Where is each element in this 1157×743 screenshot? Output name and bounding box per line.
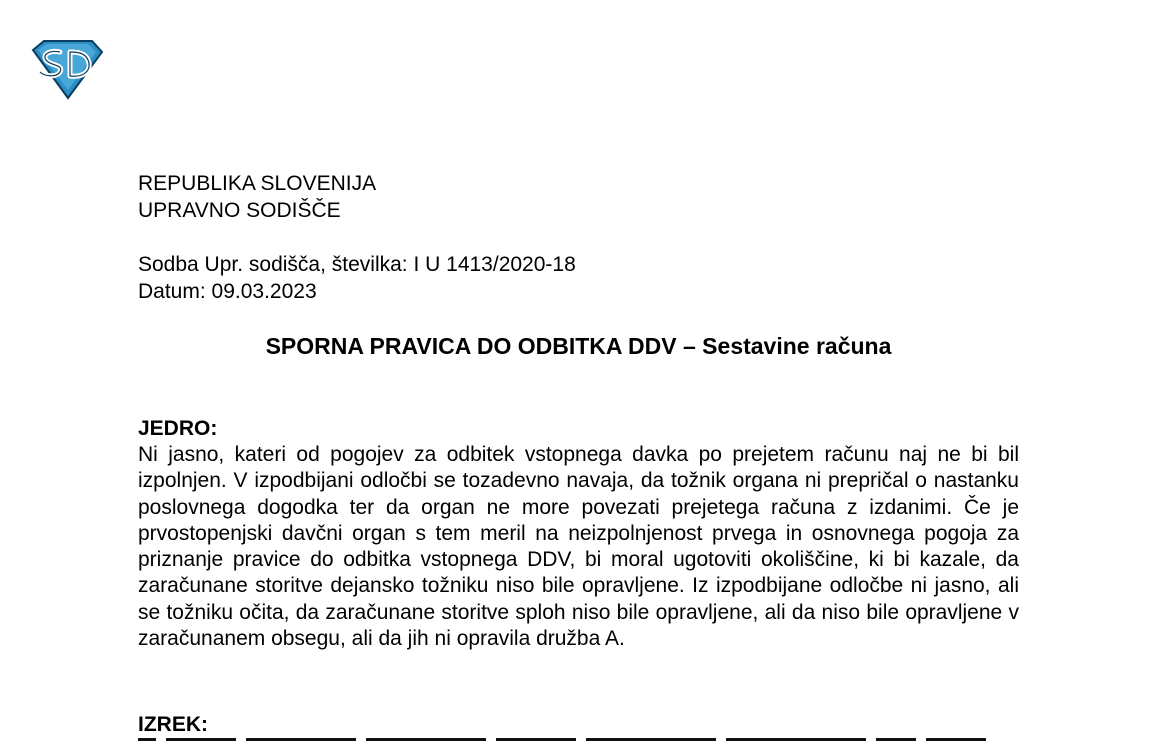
judgment-date: Datum: 09.03.2023 bbox=[138, 280, 317, 303]
court-logo bbox=[30, 38, 104, 100]
clipped-text-line bbox=[138, 738, 1019, 743]
jedro-heading: JEDRO: bbox=[138, 417, 218, 440]
izrek-heading: IZREK: bbox=[138, 713, 208, 736]
document-title: SPORNA PRAVICA DO ODBITKA DDV – Sestavine računa bbox=[265, 333, 892, 359]
judgment-number: Sodba Upr. sodišča, številka: I U 1413/2020-18 bbox=[138, 253, 576, 276]
header-republic: REPUBLIKA SLOVENIJA bbox=[138, 172, 377, 195]
judgment-meta bbox=[138, 251, 576, 305]
header-court: UPRAVNO SODIŠČE bbox=[138, 199, 341, 222]
court-logo-icon bbox=[30, 38, 104, 100]
court-header bbox=[138, 170, 376, 224]
jedro-paragraph: Ni jasno, kateri od pogojev za odbitek vstopnega davka po prejetem računu naj ne bi bil izpolnjen. V izpodbijani odločbi se tozadevno navaja, da tožnik organa ni prepričal o nastanku poslovnega dogodka ter da organ ne more povezati prejetega računa z izdanimi. Če je prvostopenjski davčni organ s tem meril na neizpolnjenost prvega in osnovnega pogoja za priznanje pravice do odbitka vstopnega DDV, bi moral ugotoviti okoliščine, ki bi kazale, da zaračunane storitve dejansko tožniku niso bile opravljene. Iz izpodbijane odločbe ni jasno, ali se tožniku očita, da zaračunane storitve sploh niso bile opravljene, ali da niso bile opravljene v zaračunanem obsegu, ali da jih ni opravila družba A. bbox=[138, 443, 1019, 651]
